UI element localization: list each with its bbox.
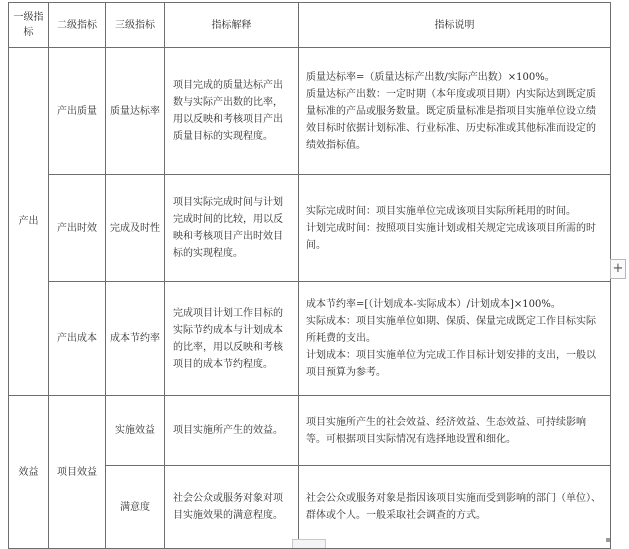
explanation-cell: 项目实施所产生的效益。 [165, 396, 299, 466]
explanation-cell: 社会公众或服务对象对项目实施效果的满意程度。 [165, 466, 299, 549]
level3-cell: 实施效益 [106, 396, 165, 466]
table-row [9, 282, 611, 396]
header-level3: 三级指标 [106, 3, 165, 48]
level2-cell: 产出时效 [49, 175, 106, 282]
description-line: 成本节约率=[（计划成本-实际成本）/计划成本]×100%。 [306, 299, 561, 310]
explanation-cell: 项目实际完成时间与计划完成时间的比较，用以反映和考核项目产出时效目标的实现程度。 [165, 175, 299, 282]
description-line: 实际完成时间：项目实施单位完成该项目实际所耗用的时间。 [306, 205, 576, 217]
table-resize-handle[interactable] [292, 539, 326, 548]
description-line: 质量达标率=（质量达标产出数/实际产出数）×100%。 [306, 71, 555, 83]
level3-cell: 满意度 [106, 466, 165, 549]
table-row [9, 396, 611, 466]
table-corner-handle[interactable] [606, 538, 610, 542]
description-cell [299, 396, 611, 466]
table-row [9, 48, 611, 175]
level3-cell: 完成及时性 [106, 175, 165, 282]
header-level1: 一级指标 [9, 3, 49, 48]
explanation-cell: 项目完成的质量达标产出数与实际产出数的比率，用以反映和考核项目产出质量目标的实现程度。 [165, 48, 299, 175]
description-cell [299, 48, 611, 175]
indicator-table [8, 2, 611, 549]
explanation-cell: 完成项目计划工作目标的实际节约成本与计划成本的比率，用以反映和考核项目的成本节约程度。 [165, 282, 299, 396]
description-cell [299, 466, 611, 549]
level2-project-benefit-cell: 项目效益 [49, 396, 106, 549]
level2-cell: 产出成本 [49, 282, 106, 396]
description-line: 实际成本：项目实施单位如期、保质、保量完成既定工作目标实际所耗费的支出。 [306, 316, 596, 344]
description-cell [299, 175, 611, 282]
level2-cell: 产出质量 [49, 48, 106, 175]
level1-output-cell: 产出 [9, 48, 49, 396]
header-row [9, 3, 611, 48]
description-line: 社会公众或服务对象是指因该项目实施而受到影响的部门（单位）、群体或个人。一般采取社会调查的方式。 [306, 493, 601, 521]
level1-benefit-cell: 效益 [9, 396, 49, 549]
header-description: 指标说明 [299, 3, 611, 48]
level3-cell: 质量达标率 [106, 48, 165, 175]
header-explanation: 指标解释 [165, 3, 299, 48]
description-line: 计划完成时间：按照项目实施计划或相关规定完成该项目所需的时间。 [306, 222, 596, 251]
description-cell [299, 282, 611, 396]
description-line: 计划成本：项目实施单位为完成工作目标计划安排的支出，一般以项目预算为参考。 [306, 350, 596, 378]
table-row [9, 175, 611, 282]
header-level2: 二级指标 [49, 3, 106, 48]
description-line: 质量达标产出数：一定时期（本年度或项目期）内实际达到既定质量标准的产品或服务数量。既定质量标准是指项目实施单位设立绩效目标时依据计划标准、行业标准、历史标准或其他标准而设定的绩效指标值。 [306, 88, 596, 151]
description-line: 项目实施所产生的社会效益、经济效益、生态效益、可持续影响等。可根据项目实际情况有选择地设置和细化。 [306, 416, 586, 445]
add-row-button[interactable]: + [610, 259, 626, 279]
row-selection-marker [2, 6, 5, 46]
level3-cell: 成本节约率 [106, 282, 165, 396]
